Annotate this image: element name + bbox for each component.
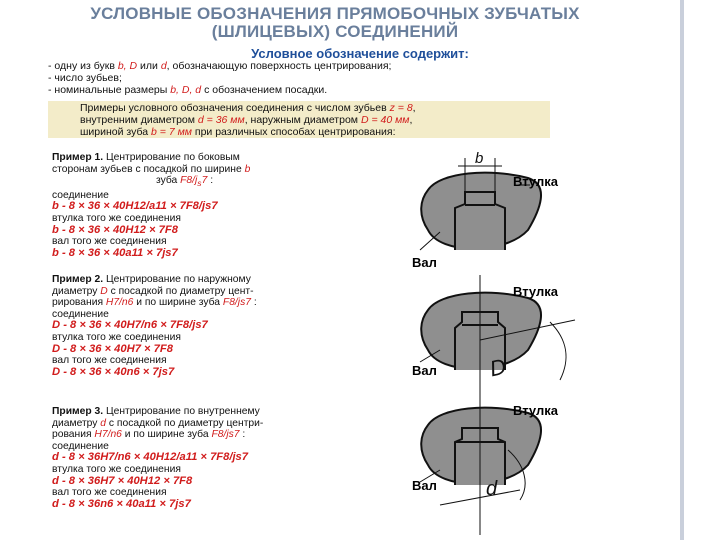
page-title-line-2: (ШЛИЦЕВЫХ) СОЕДИНЕНИЙ	[211, 22, 459, 41]
hub-label-3: Втулка	[513, 403, 558, 418]
hub-label-2: Втулка	[513, 284, 558, 299]
bullet-letter: - одну из букв b, D или d, обозначающую поверхность центрирования;	[48, 60, 392, 72]
diagram-2	[412, 284, 575, 381]
shaft-label-1: Вал	[412, 255, 437, 270]
diagram-3	[412, 403, 559, 505]
page-title-line-1: УСЛОВНЫЕ ОБОЗНАЧЕНИЯ ПРЯМОБОЧНЫХ ЗУБЧАТЫХ	[90, 4, 580, 23]
dim-D: D	[487, 353, 509, 382]
example-2: Пример 2. Центрирование по наружному диаметру D с посадкой по диаметру цент- рирования H7/n6 и по ширине зуба F8/js7 : соединение D - 8 × 36 × 40H7/n6 × 7F8/js7 втулка того же соединения D - 8 × 36 × 40H7 × 7F8 вал того же соединения D - 8 × 36 × 40n6 × 7js7	[52, 274, 257, 378]
hub-label-1: Втулка	[513, 174, 558, 189]
dim-d: d	[486, 478, 498, 500]
dim-b: b	[475, 150, 484, 167]
subtitle: Условное обозначение содержит:	[251, 46, 469, 61]
example-3: Пример 3. Центрирование по внутреннему диаметру d с посадкой по диаметру центри- рования H7/n6 и по ширине зуба F8/js7 : соединение d - 8 × 36H7/n6 × 40H12/a11 × 7F8/js7 втулка того же соединения d - 8 × 36H7 × 40H12 × 7F8 вал того же соединения d - 8 × 36n6 × 40a11 × 7js7	[52, 406, 264, 510]
page-edge-stripe	[680, 0, 684, 540]
bullet-sizes: - номинальные размеры b, D, d с обозначением посадки.	[48, 84, 328, 96]
shaft-label-2: Вал	[412, 363, 437, 378]
shaft-label-3: Вал	[412, 478, 437, 493]
spline-diagrams	[400, 150, 590, 535]
diagram-1	[412, 150, 559, 270]
example-1: Пример 1. Центрирование по боковым сторонам зубьев с посадкой по ширине b зуба $F8/j_s7$ : соединение b - 8 × 36 × 40H12/a11 × 7F8/js7 втулка того же соединения b - 8 × 36 × 40H12 × 7F8 вал того же соединения b - 8 × 36 × 40a11 × 7js7	[52, 152, 251, 259]
bullet-teeth: - число зубьев;	[48, 72, 122, 84]
highlight-text: Примеры условного обозначения соединения с числом зубьев z = 8, внутренним диаметром d = 36 мм, наружным диаметром D = 40 мм, шириной зуба b = 7 мм при различных способах центрирования:	[80, 102, 416, 138]
